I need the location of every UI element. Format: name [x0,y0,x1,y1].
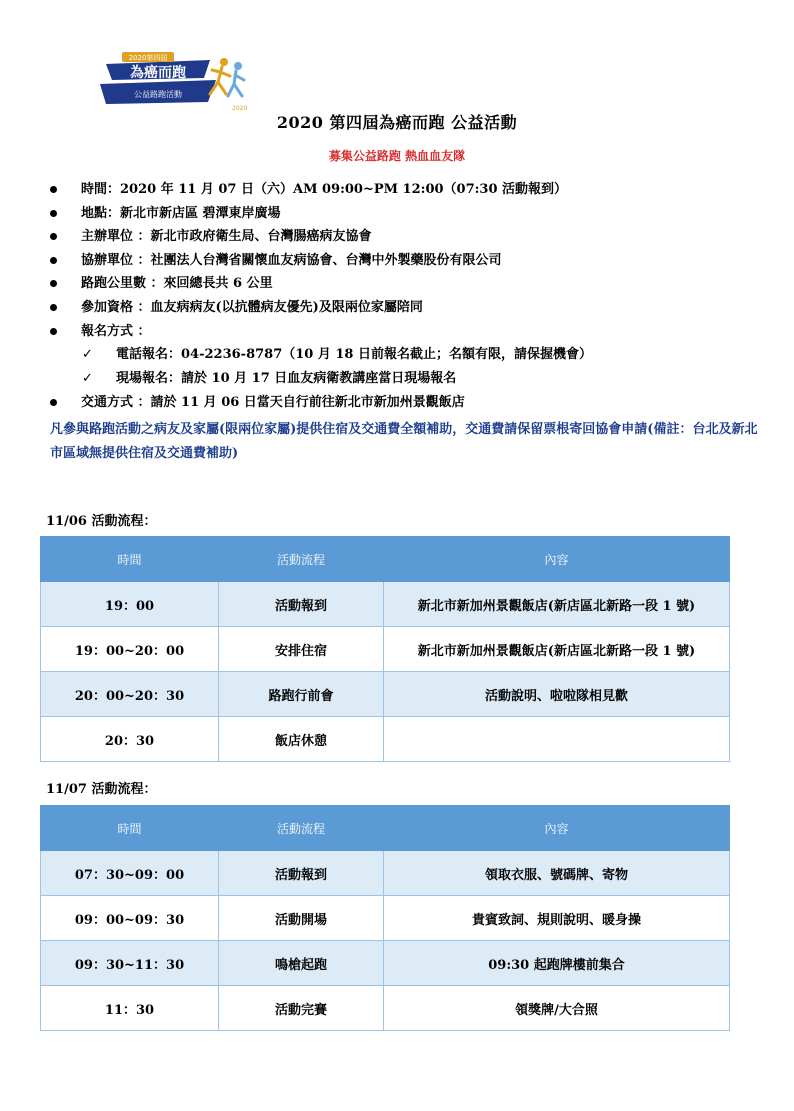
cell-activity: 活動報到 [219,582,384,627]
event-info-list [50,180,760,417]
info-transport [50,393,760,417]
page-title: 2020 第四屆為癌而跑 公益活動 [276,113,518,132]
cell-time: 20：30 [41,717,219,762]
registration-phone [50,345,760,369]
header-time: 時間 [41,537,219,582]
info-distance [50,274,760,298]
registration-text: 現場報名：請於 10 月 17 日血友病衛教講座當日現場報名 [116,371,457,387]
info-text: 地點：新北市新店區 碧潭東岸廣場 [81,205,281,221]
table-row [41,986,730,1031]
table-row [41,851,730,896]
schedule-1106-table [40,536,730,762]
bullet-icon [50,280,57,287]
cell-time: 09：00~09：30 [41,896,219,941]
schedule-1106-label: 11/06 活動流程： [46,514,157,529]
header-activity: 活動流程 [219,537,384,582]
cell-activity: 飯店休憩 [219,717,384,762]
cell-content [384,717,730,762]
registration-text: 電話報名：04-2236-8787（10 月 18 日前報名截止；名額有限，請保握機會） [116,347,593,363]
table-row [41,582,730,627]
bullet-icon [50,186,57,193]
info-location [50,204,760,228]
info-text: 主辦單位 ：新北市政府衛生局、台灣腸癌病友協會 [81,229,372,245]
cell-content: 新北市新加州景觀飯店(新店區北新路一段 1 號) [384,582,730,627]
cell-activity: 安排住宿 [219,627,384,672]
cell-activity: 活動完賽 [219,986,384,1031]
schedule-1107-table [40,805,730,1031]
event-logo [98,50,248,114]
cell-activity: 活動報到 [219,851,384,896]
info-text: 交通方式 ：請於 11 月 06 日當天自行前往新北市新加州景觀飯店 [81,395,465,411]
cell-time: 07：30~09：00 [41,851,219,896]
info-text: 參加資格 ：血友病病友(以抗體病友優先)及限兩位家屬陪同 [81,299,423,315]
bullet-icon [50,233,57,240]
cell-time: 09：30~11：30 [41,941,219,986]
cell-activity: 鳴槍起跑 [219,941,384,986]
cell-time: 11：30 [41,986,219,1031]
cell-time: 20：00~20：30 [41,672,219,717]
cell-content: 貴賓致詞、規則說明、暖身操 [384,896,730,941]
subsidy-note: 凡參與路跑活動之病友及家屬(限兩位家屬)提供住宿及交通費全額補助，交通費請保留票根寄回協會申請(備註：台北及新北市區域無提供住宿及交通費補助) [50,422,758,461]
table-row [41,941,730,986]
schedule-1107-label: 11/07 活動流程： [46,782,157,797]
logo-year: 2020 [232,105,248,112]
page-subtitle: 募集公益路跑 熱血血友隊 [328,149,466,163]
info-text: 時間：2020 年 11 月 07 日（六）AM 09:00~PM 12:00（07:30 活動報到） [81,182,568,197]
logo-bottom-text: 公益路跑活動 [134,90,182,99]
table-row [41,627,730,672]
info-text: 報名方式 ： [81,323,151,339]
table-header-row [41,537,730,582]
table-row [41,717,730,762]
cell-time: 19：00~20：00 [41,627,219,672]
bullet-icon [50,399,57,406]
cell-content: 領獎牌/大合照 [384,986,730,1031]
cell-activity: 路跑行前會 [219,672,384,717]
info-text: 協辦單位 ：社團法人台灣省關懷血友病協會、台灣中外製藥股份有限公司 [81,252,502,268]
cell-time: 19：00 [41,582,219,627]
table-row [41,672,730,717]
bullet-icon [50,328,57,335]
cell-content: 領取衣服、號碼牌、寄物 [384,851,730,896]
info-time [50,180,760,204]
cell-content: 新北市新加州景觀飯店(新店區北新路一段 1 號) [384,627,730,672]
bullet-icon [50,304,57,311]
bullet-icon [50,257,57,264]
logo-top-text: 2020第四屆 [128,54,168,62]
header-activity: 活動流程 [219,806,384,851]
info-co-organizer [50,251,760,275]
info-text: 路跑公里數 ：來回總長共 6 公里 [81,276,273,292]
header-content: 內容 [384,537,730,582]
bullet-icon [50,210,57,217]
logo-graphic [98,50,248,114]
info-eligibility [50,298,760,322]
cell-content: 09:30 起跑牌樓前集合 [384,941,730,986]
cell-content: 活動說明、啦啦隊相見歡 [384,672,730,717]
registration-onsite [50,369,760,393]
table-row [41,896,730,941]
check-icon: ✓ [82,371,93,387]
header-content: 內容 [384,806,730,851]
table-header-row [41,806,730,851]
header-time: 時間 [41,806,219,851]
check-icon: ✓ [82,347,93,363]
info-registration [50,322,760,346]
logo-main-text: 為癌而跑 [130,65,186,81]
cell-activity: 活動開場 [219,896,384,941]
info-organizer [50,227,760,251]
